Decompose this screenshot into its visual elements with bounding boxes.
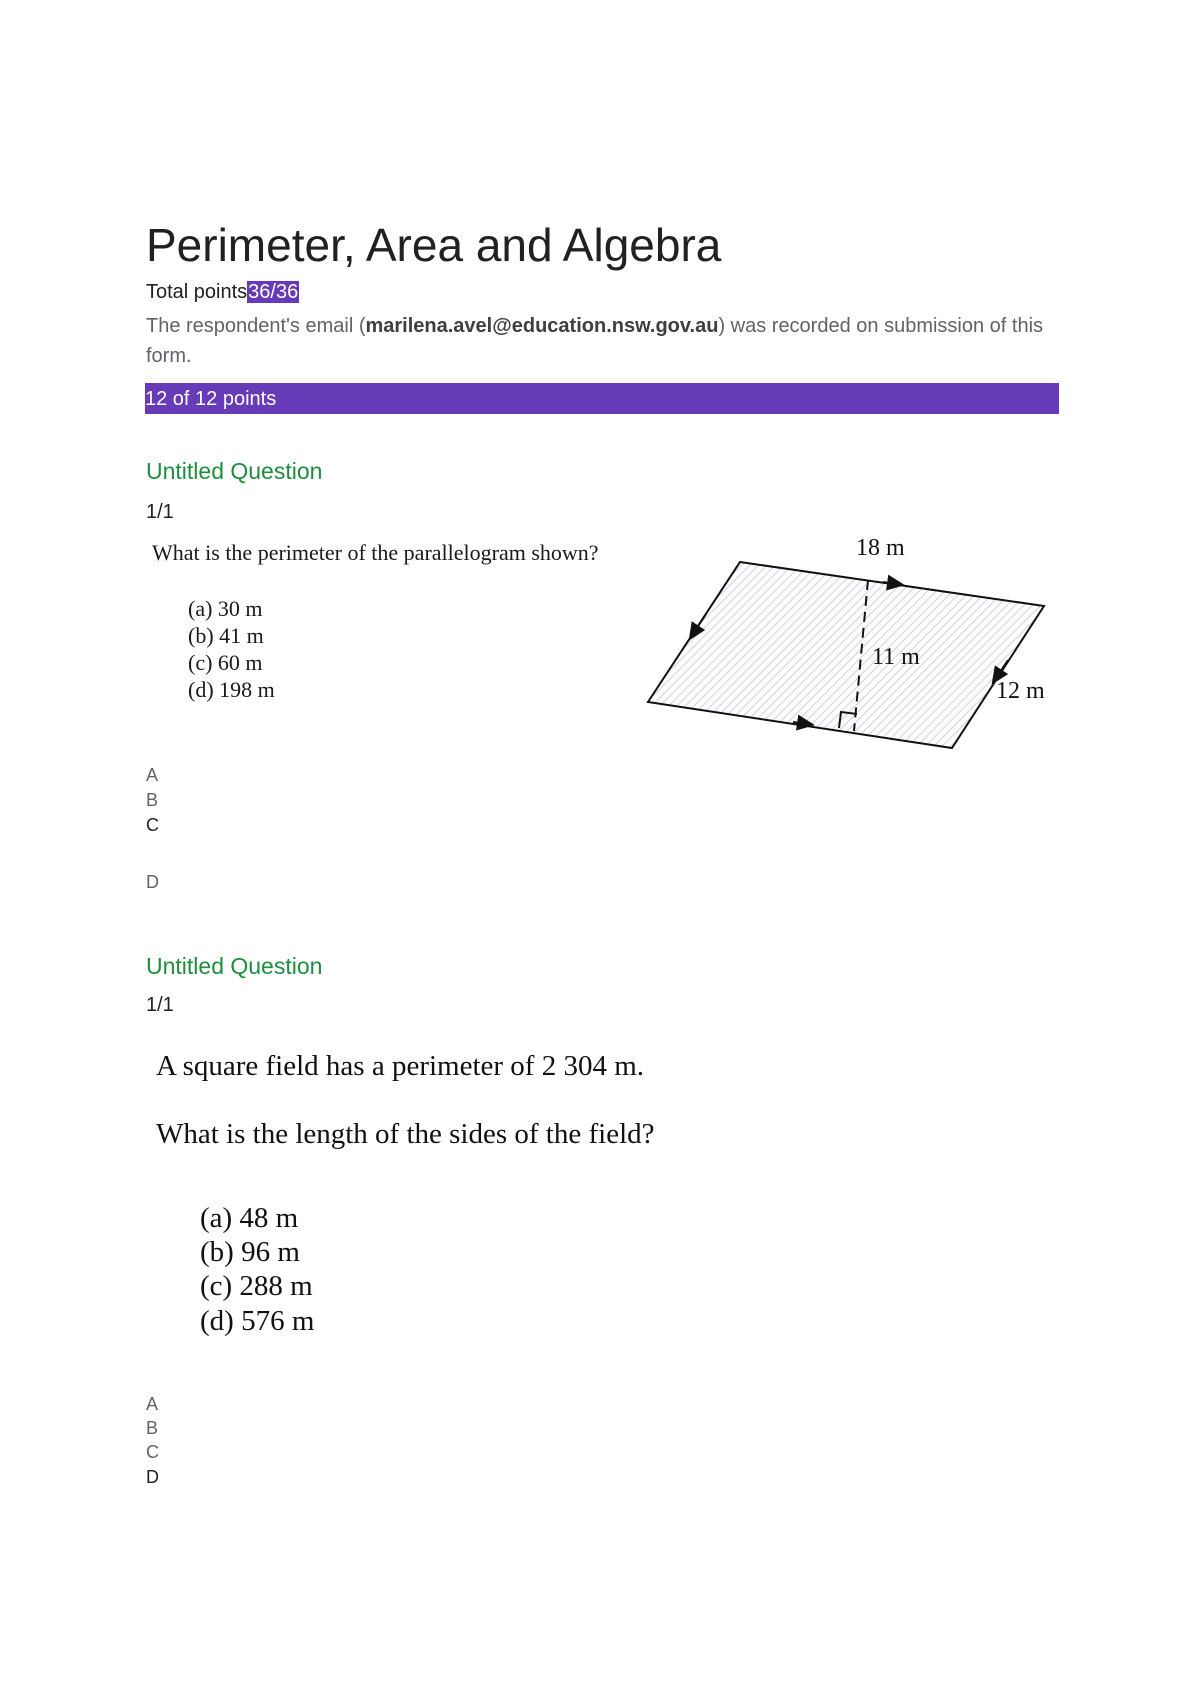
question-1-choice-a: (a) 30 m — [188, 596, 263, 621]
question-2-choice-a: (a) 48 m — [200, 1202, 299, 1234]
question-2-choice-d: (d) 576 m — [200, 1305, 315, 1337]
respondent-email-note — [146, 311, 1066, 371]
parallelogram-shape — [648, 562, 1044, 748]
question-1-choice-d: (d) 198 m — [188, 677, 275, 702]
question-1-option-d[interactable]: D — [146, 872, 159, 892]
question-2-title: Untitled Question — [146, 953, 323, 979]
label-side-length: 12 m — [996, 678, 1045, 704]
section-points-bar — [145, 383, 1059, 414]
respondent-email: marilena.avel@education.nsw.gov.au — [365, 315, 719, 337]
question-1-option-b[interactable]: B — [146, 790, 159, 810]
question-1-choice-c: (c) 60 m — [188, 650, 263, 675]
question-1-option-a[interactable]: A — [146, 765, 159, 785]
email-note-prefix: The respondent's email ( — [146, 315, 366, 337]
section-points-label: 12 of 12 points — [145, 388, 277, 410]
total-points-label: Total points — [146, 281, 248, 303]
question-2-option-c[interactable]: C — [146, 1442, 159, 1462]
question-2-line-1: A square field has a perimeter of 2 304 m. — [156, 1050, 645, 1082]
parallelogram-diagram — [148, 530, 1058, 760]
question-2-choice-b: (b) 96 m — [200, 1236, 300, 1268]
question-2-choice-c: (c) 288 m — [200, 1270, 313, 1302]
question-2-option-b[interactable]: B — [146, 1418, 159, 1438]
question-2-score: 1/1 — [146, 994, 174, 1016]
question-1-option-c[interactable]: C — [146, 815, 159, 835]
question-2-option-d[interactable]: D — [146, 1467, 159, 1487]
question-2-option-a[interactable]: A — [146, 1394, 159, 1414]
label-height: 11 m — [872, 644, 920, 670]
question-1-image — [148, 530, 1058, 760]
question-2-image — [148, 1050, 748, 1350]
total-points — [146, 281, 299, 304]
page-title: Perimeter, Area and Algebra — [146, 219, 722, 271]
email-note-suffix: ) was recorded on submission of this form. — [146, 315, 1044, 367]
total-points-value: 36/36 — [248, 281, 299, 303]
label-top-length: 18 m — [856, 535, 905, 561]
question-1-choice-b: (b) 41 m — [188, 623, 264, 648]
question-1-score: 1/1 — [146, 501, 174, 523]
question-1-prompt: What is the perimeter of the parallelogram shown? — [152, 540, 599, 565]
question-2-line-2: What is the length of the sides of the field? — [156, 1118, 655, 1150]
question-1-title: Untitled Question — [146, 458, 323, 484]
